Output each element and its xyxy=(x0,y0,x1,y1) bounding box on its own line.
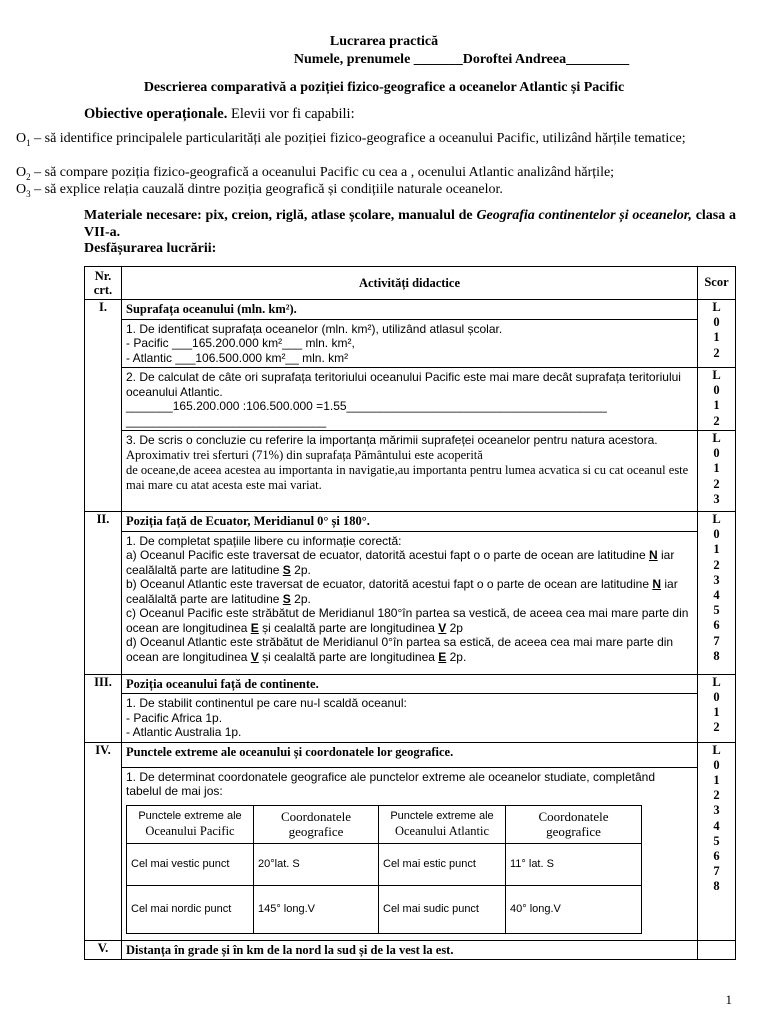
pacific-north-coord: 145° long.V xyxy=(254,885,379,933)
section-2-body: 1. De completat spațiile libere cu informație corectă: a) Oceanul Pacific este traversat de ecuator, datorită acestui fapt o o parte de ocean are latitudine N iar cealălaltă parte are latitudine S 2p. b) Oceanul Atlantic este traversat de ecuator, datorită acestui fapt o o parte de ocean are latitudine N iar cealălaltă parte are latitudine S 2p. c) Oceanul Pacific este străbătut de Meridianul 180°în partea sa vestică, de aceea cea mai mare parte din ocean are longitudinea E și cealaltă parte are longitudinea V 2p d) Oceanul Atlantic este străbătut de Meridianul 0°în partea sa estică, de aceea cea mai mare parte din ocean are longitudinea V și cealaltă parte are longitudinea E 2p. xyxy=(122,531,698,674)
header-atlantic-points: Punctele extreme ale Oceanului Atlantic xyxy=(379,805,506,843)
section-2-item-b: b) Oceanul Atlantic este traversat de ecuator, datorită acestui fapt o o parte de ocean are latitudine N iar cealălaltă parte are latitudine S 2p. xyxy=(126,577,678,606)
header-atlantic-coords: Coordonatele geografice xyxy=(506,805,642,843)
section-1-q3: 3. De scris o concluzie cu referire la importanța mărimii suprafeței oceanelor pentru natura acestora. Aproximativ trei sferturi (71%) din suprafața Pământului este acoperită de oceane,de aceea acestea au importanta in navigatie,au importanta pentru lumea acvatica si cu cat oceanul este mai mare cu atat acesta este mai variat. xyxy=(122,431,698,512)
section-1-q1: 1. De identificat suprafața oceanelor (mln. km²), utilizând atlasul școlar. - Pacific ___165.200.000 km²___ mln. km², - Atlantic ___106.500.000 km²__ mln. km² xyxy=(122,319,698,368)
atlantic-south-label: Cel mai sudic punct xyxy=(379,885,506,933)
section-1-q3-answer-line2: de oceane,de aceea acestea au importanta in navigatie,au importanta pentru lumea acvatica si cu cat oceanul este mai mare cu atat acesta este mai variat. xyxy=(126,462,689,492)
section-1-title: Suprafața oceanului (mln. km²). xyxy=(122,300,698,320)
section-4-body: 1. De determinat coordonatele geografice ale punctelor extreme ale oceanelor studiate, completând tabelul de mai jos: Punctele extreme ale Oceanului Pacific Coordonatele geografice Punctele extreme ale Oceanului Atlantic Coordonatele geografice Cel mai vestic punct 20°lat. S Cel mai estic punct 11° lat. S Cel mai nordic punct 145° long.V Cel mai sudic punct 40° long.V xyxy=(122,767,698,940)
objective-o2: $O_2$ – să compare poziția fizico-geografică a oceanului Pacific cu cea a , ocenului Atlantic analizând hărțile; xyxy=(16,165,615,182)
section-2-number: II. xyxy=(85,512,122,675)
section-5-score xyxy=(698,940,736,960)
activities-table xyxy=(84,266,736,960)
section-1-score-c: L 0 1 2 3 xyxy=(698,431,736,512)
name-value: _______Doroftei Andreea_________ xyxy=(413,52,630,67)
section-5-title: Distanța în grade și în km de la nord la sud și de la vest la est. xyxy=(122,940,698,960)
atlantic-south-coord: 40° long.V xyxy=(506,885,642,933)
header-pacific-coords: Coordonatele geografice xyxy=(254,805,379,843)
pacific-north-label: Cel mai nordic punct xyxy=(127,885,254,933)
col-score-header: Scor xyxy=(698,267,736,300)
objective-o3: $O_3$ – să explice relația cauzală dintre poziția geografică și condițiile naturale oceanelor. xyxy=(16,182,503,199)
pacific-west-coord: 20°lat. S xyxy=(254,843,379,885)
section-2-item-d: d) Oceanul Atlantic este străbătut de Meridianul 0°în partea sa estică, de aceea cea mai mare parte din ocean are longitudinea V și cealaltă parte are longitudinea E 2p. xyxy=(126,635,674,664)
section-5-number: V. xyxy=(85,940,122,960)
header-pacific-points: Punctele extreme ale Oceanului Pacific xyxy=(127,805,254,843)
col-activity-header: Activități didactice xyxy=(122,267,698,300)
section-1-number: I. xyxy=(85,300,122,512)
procedure-heading: Desfășurarea lucrării: xyxy=(84,241,217,256)
section-4-title: Punctele extreme ale oceanului și coordonatele lor geografice. xyxy=(122,742,698,767)
student-name-line xyxy=(0,52,768,68)
section-3-score: L 0 1 2 xyxy=(698,674,736,742)
extreme-points-table xyxy=(126,805,642,934)
objective-o1: $O_1$ – să identifice principalele particularități ale poziției fizico-geografice a oceanului Pacific, utilizând hărțile tematice; xyxy=(16,131,686,148)
section-2-title: Poziția față de Ecuator, Meridianul 0° și 180°. xyxy=(122,512,698,532)
section-2-item-a: a) Oceanul Pacific este traversat de ecuator, datorită acestui fapt o o parte de ocean are latitudine N iar cealălaltă parte are latitudine S 2p. xyxy=(126,548,675,577)
section-2-score: L 0 1 2 3 4 5 6 7 8 xyxy=(698,512,736,675)
materials-line: Materiale necesare: pix, creion, riglă, atlase școlare, manualul de Geografia continentelor și oceanelor, clasa a VII-a. xyxy=(84,208,737,240)
section-3-title: Poziția oceanului față de continente. xyxy=(122,674,698,694)
pacific-west-label: Cel mai vestic punct xyxy=(127,843,254,885)
atlantic-east-label: Cel mai estic punct xyxy=(379,843,506,885)
section-1-q2: 2. De calculat de câte ori suprafața teritoriului oceanului Pacific este mai mare decât suprafața teritoriului oceanului Atlantic. _______165.200.000 :106.500.000 =1.55_______________________________________ ______________________________ xyxy=(122,368,698,431)
atlantic-east-coord: 11° lat. S xyxy=(506,843,642,885)
worksheet-title: Lucrarea practică xyxy=(329,34,439,49)
col-nr-header: Nr. crt. xyxy=(85,267,122,300)
section-3-number: III. xyxy=(85,674,122,742)
section-3-body: 1. De stabilit continentul pe care nu-l scaldă oceanul: - Pacific Africa 1p. - Atlantic Australia 1p. xyxy=(122,694,698,743)
section-2-item-c: c) Oceanul Pacific este străbătut de Meridianul 180°în partea sa vestică, de aceea cea mai mare parte din ocean are longitudinea E și cealaltă parte are longitudinea V 2p xyxy=(126,606,689,635)
section-4-score: L 0 1 2 3 4 5 6 7 8 xyxy=(698,742,736,940)
section-4-number: IV. xyxy=(85,742,122,940)
worksheet-subject: Descrierea comparativă a poziției fizico-geografice a oceanelor Atlantic și Pacific xyxy=(143,80,625,95)
page-number: 1 xyxy=(725,992,732,1007)
name-label: Numele, prenumele xyxy=(293,52,411,67)
section-1-score-a: L 0 1 2 xyxy=(698,300,736,368)
section-1-q3-answer-line1: Aproximativ trei sferturi (71%) din suprafața Pământului este acoperită xyxy=(126,447,483,462)
objectives-heading: Obiective operaționale. Elevii vor fi capabili: xyxy=(84,106,355,122)
section-1-score-b: L 0 1 2 xyxy=(698,368,736,431)
